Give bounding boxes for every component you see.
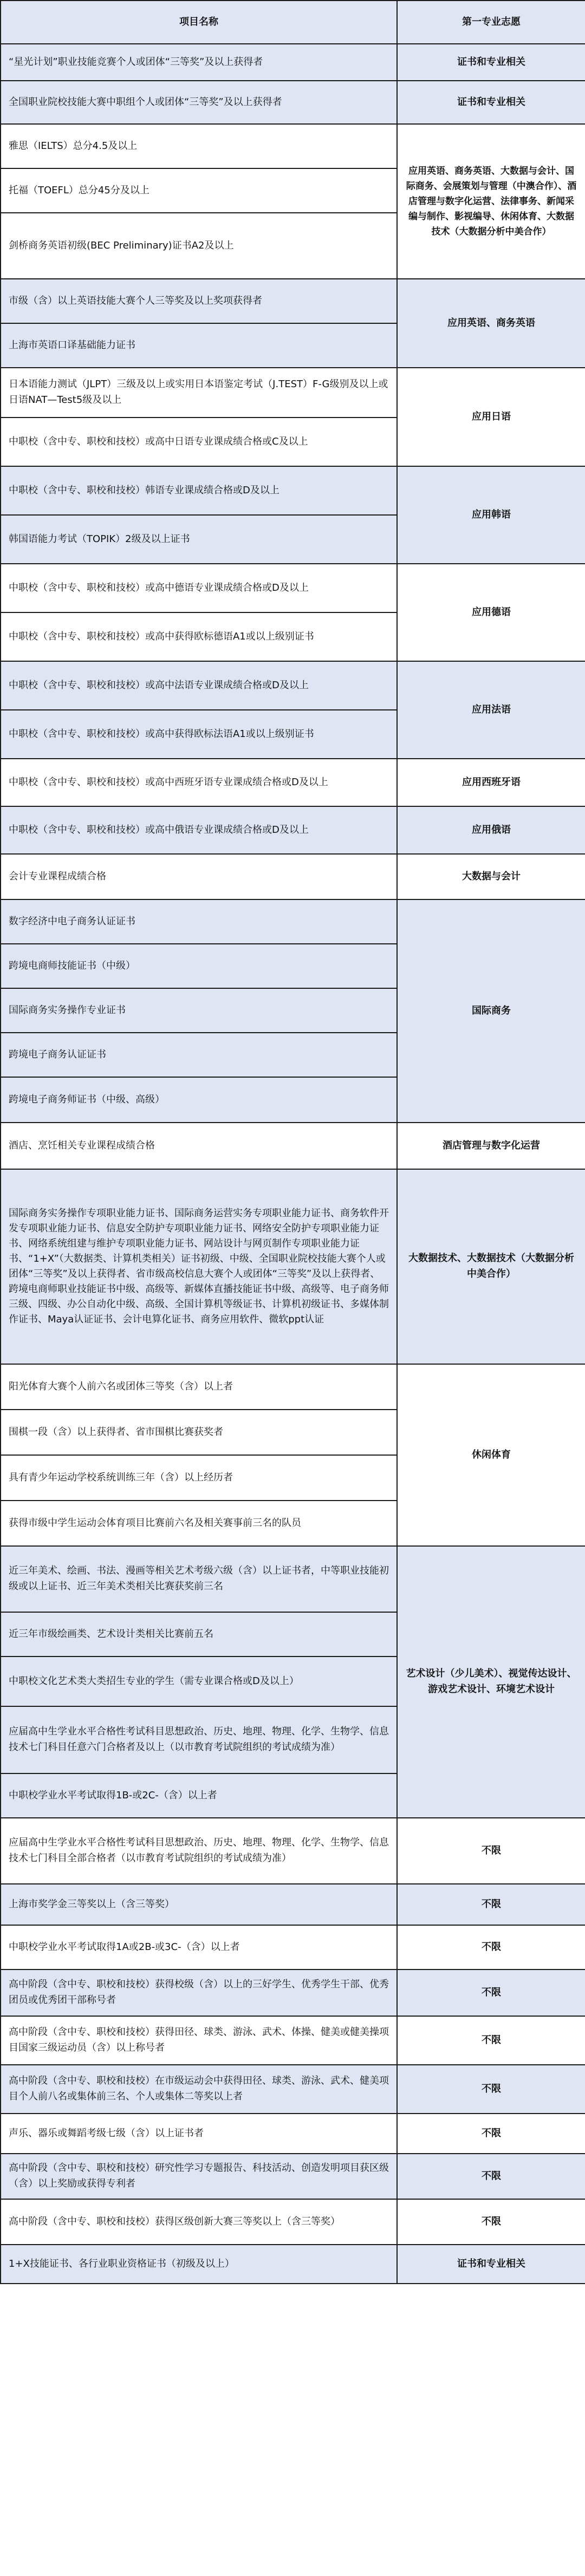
table-row bbox=[1, 2245, 585, 2284]
major-cell: 应用韩语 bbox=[397, 466, 585, 564]
item-cell: 近三年市级绘画类、艺术设计类相关比赛前五名 bbox=[1, 1612, 397, 1657]
item-cell: 1+X技能证书、各行业职业资格证书（初级及以上） bbox=[1, 2245, 397, 2284]
table-row bbox=[1, 1970, 585, 2016]
item-cell: 中职校（含中专、职校和技校）或高中西班牙语专业课成绩合格或D及以上 bbox=[1, 759, 397, 806]
table-row bbox=[1, 806, 585, 854]
table-row bbox=[1, 854, 585, 899]
major-cell: 酒店管理与数字化运营 bbox=[397, 1123, 585, 1169]
table-row bbox=[1, 2016, 585, 2065]
item-cell: 应届高中生学业水平合格性考试科目思想政治、历史、地理、物理、化学、生物学、信息技术七门科目任意六门合格者及以上（以市教育考试院组织的考试成绩为准） bbox=[1, 1706, 397, 1773]
major-cell: 休闲体育 bbox=[397, 1364, 585, 1546]
major-cell: 证书和专业相关 bbox=[397, 2245, 585, 2284]
major-cell: 证书和专业相关 bbox=[397, 81, 585, 124]
item-cell: 中职校学业水平考试取得1A或2B-或3C-（含）以上者 bbox=[1, 1925, 397, 1970]
major-cell: 大数据与会计 bbox=[397, 854, 585, 899]
item-cell: 应届高中生学业水平合格性考试科目思想政治、历史、地理、物理、化学、生物学、信息技术七门科目全部合格者（以市教育考试院组织的考试成绩为准） bbox=[1, 1818, 397, 1884]
item-cell: 数字经济中电子商务认证证书 bbox=[1, 899, 397, 944]
item-cell: 会计专业课程成绩合格 bbox=[1, 854, 397, 899]
major-cell: 国际商务 bbox=[397, 899, 585, 1123]
table-row bbox=[1, 1123, 585, 1169]
item-cell: 上海市英语口译基础能力证书 bbox=[1, 323, 397, 368]
item-cell: 剑桥商务英语初级(BEC Preliminary)证书A2及以上 bbox=[1, 213, 397, 279]
item-cell: 高中阶段（含中专、职校和技校）获得校级（含）以上的三好学生、优秀学生干部、优秀团员或优秀团干部称号者 bbox=[1, 1970, 397, 2016]
major-cell: 不限 bbox=[397, 2114, 585, 2154]
major-cell: 艺术设计（少儿美术）、视觉传达设计、游戏艺术设计、环境艺术设计 bbox=[397, 1546, 585, 1818]
table-row bbox=[1, 279, 585, 323]
item-cell: 中职校（含中专、职校和技校）韩语专业课成绩合格或D及以上 bbox=[1, 466, 397, 515]
item-cell: 全国职业院校技能大赛中职组个人或团体“三等奖”及以上获得者 bbox=[1, 81, 397, 124]
major-cell: 应用俄语 bbox=[397, 806, 585, 854]
item-cell: 中职校（含中专、职校和技校）或高中俄语专业课成绩合格或D及以上 bbox=[1, 806, 397, 854]
item-cell: 跨境电商师技能证书（中级） bbox=[1, 944, 397, 988]
table-row bbox=[1, 81, 585, 124]
table-row bbox=[1, 368, 585, 418]
item-cell: 中职校学业水平考试取得1B-或2C-（含）以上者 bbox=[1, 1773, 397, 1818]
item-cell: 跨境电子商务认证证书 bbox=[1, 1033, 397, 1077]
table-row bbox=[1, 2154, 585, 2199]
table-row bbox=[1, 1818, 585, 1884]
item-cell: 高中阶段（含中专、职校和技校）在市级运动会中获得田径、球类、游泳、武术、健美项目个人前八名或集体前三名、个人或集体二等奖以上者 bbox=[1, 2065, 397, 2114]
item-cell: 中职校（含中专、职校和技校）或高中德语专业课成绩合格或D及以上 bbox=[1, 564, 397, 612]
major-cell: 不限 bbox=[397, 2016, 585, 2065]
table-row bbox=[1, 1925, 585, 1970]
item-cell: 获得市级中学生运动会体育项目比赛前六名及相关赛事前三名的队员 bbox=[1, 1501, 397, 1546]
table-row bbox=[1, 466, 585, 515]
item-cell: 具有青少年运动学校系统训练三年（含）以上经历者 bbox=[1, 1455, 397, 1501]
item-cell: 托福（TOEFL）总分45分及以上 bbox=[1, 168, 397, 213]
header-row bbox=[1, 1, 585, 44]
item-cell: “星光计划”职业技能竞赛个人或团体“三等奖”及以上获得者 bbox=[1, 44, 397, 81]
item-cell: 韩国语能力考试（TOPIK）2级及以上证书 bbox=[1, 515, 397, 564]
item-cell: 中职校（含中专、职校和技校）或高中获得欧标德语A1或以上级别证书 bbox=[1, 612, 397, 661]
major-cell: 不限 bbox=[397, 1925, 585, 1970]
table-row bbox=[1, 44, 585, 81]
table-row bbox=[1, 899, 585, 944]
item-cell: 高中阶段（含中专、职校和技校）获得田径、球类、游泳、武术、体操、健美或健美操项目国家三级运动员（含）以上称号者 bbox=[1, 2016, 397, 2065]
item-cell: 跨境电子商务师证书（中级、高级） bbox=[1, 1077, 397, 1123]
item-cell: 市级（含）以上英语技能大赛个人三等奖及以上奖项获得者 bbox=[1, 279, 397, 323]
major-cell: 证书和专业相关 bbox=[397, 44, 585, 81]
table-row bbox=[1, 1169, 585, 1364]
item-cell: 阳光体育大赛个人前六名或团体三等奖（含）以上者 bbox=[1, 1364, 397, 1410]
major-cell: 不限 bbox=[397, 1884, 585, 1925]
major-cell: 应用英语、商务英语 bbox=[397, 279, 585, 368]
item-cell: 中职校（含中专、职校和技校）或高中获得欧标法语A1或以上级别证书 bbox=[1, 710, 397, 759]
item-cell: 中职校（含中专、职校和技校）或高中日语专业课成绩合格或C及以上 bbox=[1, 418, 397, 466]
item-cell: 高中阶段（含中专、职校和技校）获得区级创新大赛三等奖以上（含三等奖） bbox=[1, 2199, 397, 2245]
major-cell: 大数据技术、大数据技术（大数据分析中美合作） bbox=[397, 1169, 585, 1364]
major-cell: 应用西班牙语 bbox=[397, 759, 585, 806]
table-row bbox=[1, 2199, 585, 2245]
item-cell: 上海市奖学金三等奖以上（含三等奖） bbox=[1, 1884, 397, 1925]
item-cell: 声乐、器乐或舞蹈考级七级（含）以上证书者 bbox=[1, 2114, 397, 2154]
major-cell: 不限 bbox=[397, 1818, 585, 1884]
table-row bbox=[1, 759, 585, 806]
major-cell: 应用法语 bbox=[397, 661, 585, 759]
major-cell: 不限 bbox=[397, 1970, 585, 2016]
table-row bbox=[1, 564, 585, 612]
table-row bbox=[1, 1884, 585, 1925]
major-cell: 应用德语 bbox=[397, 564, 585, 661]
header-item-name: 项目名称 bbox=[1, 1, 397, 44]
major-cell: 不限 bbox=[397, 2199, 585, 2245]
table-row bbox=[1, 1546, 585, 1612]
table-row bbox=[1, 1364, 585, 1410]
item-cell: 国际商务实务操作专业证书 bbox=[1, 988, 397, 1033]
major-cell: 不限 bbox=[397, 2154, 585, 2199]
table-row bbox=[1, 2114, 585, 2154]
item-cell: 高中阶段（含中专、职校和技校）研究性学习专题报告、科技活动、创造发明项目获区级（含）以上奖励或获得专利者 bbox=[1, 2154, 397, 2199]
item-cell: 围棋一段（含）以上获得者、省市围棋比赛获奖者 bbox=[1, 1410, 397, 1455]
table-row bbox=[1, 124, 585, 168]
item-cell: 酒店、烹饪相关专业课程成绩合格 bbox=[1, 1123, 397, 1169]
item-cell: 雅思（IELTS）总分4.5及以上 bbox=[1, 124, 397, 168]
item-cell: 日本语能力测试（JLPT）三级及以上或实用日本语鉴定考试（J.TEST）F-G级别及以上或日语NAT—Test5级及以上 bbox=[1, 368, 397, 418]
item-cell: 国际商务实务操作专项职业能力证书、国际商务运营实务专项职业能力证书、商务软件开发专项职业能力证书、信息安全防护专项职业能力证书、网络安全防护专项职业能力证书、网络系统组建与维护专项职业能力证书、网站设计与网页制作专项职业能力证书、“1+X”（大数据类、计算机类相关）证书初级、中级、全国职业院校技能大赛个人或团体“三等奖”及以上获得者、省市级高校信息大赛个人或团体“三等奖”及以上获得者、跨境电商师职业技能证书中级、高级等、新媒体直播技能证书中级、高级等、电子商务师三级、四级、办公自动化中级、高级、全国计算机等级证书、计算机初级证书、多媒体制作证书、Maya认证证书、会计电算化证书、商务应用软件、微软ppt认证 bbox=[1, 1169, 397, 1364]
table-row bbox=[1, 661, 585, 710]
major-cell: 不限 bbox=[397, 2065, 585, 2114]
item-cell: 中职校（含中专、职校和技校）或高中法语专业课成绩合格或D及以上 bbox=[1, 661, 397, 710]
item-cell: 近三年美术、绘画、书法、漫画等相关艺术考级六级（含）以上证书者，中等职业技能初级或以上证书、近三年美术类相关比赛获奖前三名 bbox=[1, 1546, 397, 1612]
header-first-major: 第一专业志愿 bbox=[397, 1, 585, 44]
major-cell: 应用日语 bbox=[397, 368, 585, 466]
table-row bbox=[1, 2065, 585, 2114]
item-cell: 中职校文化艺术类大类招生专业的学生（需专业课合格或D及以上） bbox=[1, 1657, 397, 1706]
major-cell: 应用英语、商务英语、大数据与会计、国际商务、会展策划与管理（中澳合作）、酒店管理与数字化运营、法律事务、新闻采编与制作、影视编导、休闲体育、大数据技术（大数据分析中美合作） bbox=[397, 124, 585, 279]
